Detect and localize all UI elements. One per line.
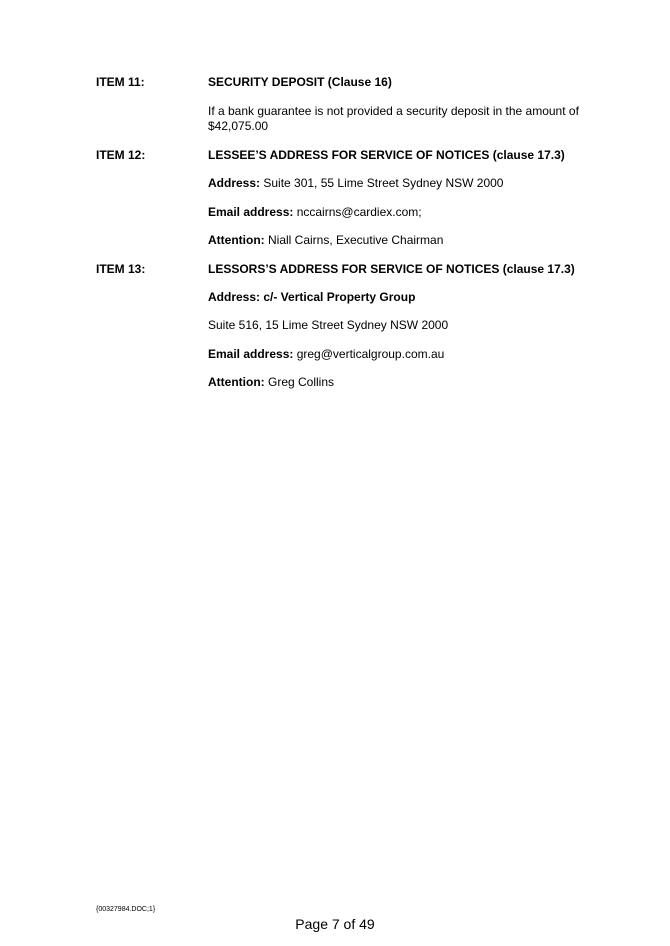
item-11-heading: SECURITY DEPOSIT (Clause 16) [208, 75, 392, 89]
item-13-attention-value: Greg Collins [264, 375, 335, 389]
item-12-address-value: Suite 301, 55 Lime Street Sydney NSW 2000 [260, 176, 504, 190]
item-13-heading: LESSORS’S ADDRESS FOR SERVICE OF NOTICES (clause 17.3) [208, 262, 575, 276]
item-13-email [208, 347, 588, 362]
document-reference: {00327984.DOC;1} [96, 906, 156, 913]
item-12-email-value: nccairns@cardiex.com; [293, 205, 422, 219]
item-12-address-label: Address: [208, 176, 261, 190]
item-12-heading: LESSEE’S ADDRESS FOR SERVICE OF NOTICES (clause 17.3) [208, 148, 565, 162]
page-number: Page 7 of 49 [295, 916, 375, 932]
item-11-label: ITEM 11: [96, 75, 145, 89]
item-13-address-line: Address: c/- Vertical Property Group [208, 290, 416, 304]
item-12-attention-value: Niall Cairns, Executive Chairman [264, 233, 444, 247]
item-12-address [208, 176, 588, 191]
item-12-email-label: Email address: [208, 205, 294, 219]
item-12-email [208, 205, 588, 220]
item-12-label: ITEM 12: [96, 148, 146, 162]
item-13-label: ITEM 13: [96, 262, 146, 276]
item-13-email-value: greg@verticalgroup.com.au [293, 347, 445, 361]
item-13-attention-label: Attention: [208, 375, 265, 389]
item-11-body: If a bank guarantee is not provided a security deposit in the amount of $42,075.00 [208, 104, 579, 133]
item-13-address-line-2: Suite 516, 15 Lime Street Sydney NSW 2000 [208, 318, 449, 332]
item-13-email-label: Email address: [208, 347, 294, 361]
item-13-attention [208, 375, 588, 390]
item-12-attention-label: Attention: [208, 233, 265, 247]
item-12-attention [208, 233, 588, 248]
